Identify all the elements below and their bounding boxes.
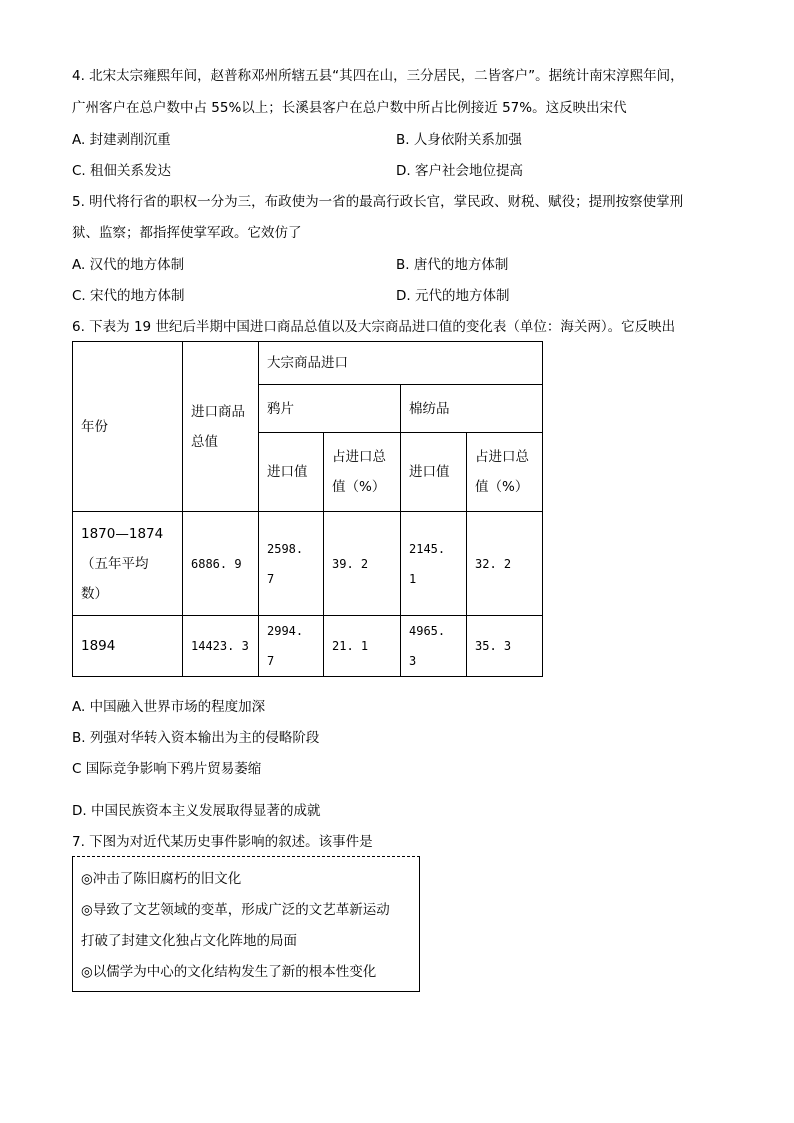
table-row — [73, 512, 543, 616]
q4-option-b: B. 人身依附关系加强 — [396, 132, 522, 148]
q5-option-b: B. 唐代的地方体制 — [396, 257, 509, 273]
header-bulk-goods: 大宗商品进口 — [259, 342, 543, 385]
cell-total: 6886. 9 — [183, 512, 259, 616]
header-year: 年份 — [73, 342, 183, 512]
q4-stem-line-1: 4. 北宋太宗雍熙年间，赵普称邓州所辖五县“其四在山，三分居民，二皆客户”。据统计南宋淳熙年间， — [72, 68, 684, 84]
header-cotton-share: 占进口总 值（%） — [467, 433, 543, 512]
cell-opium-share: 39. 2 — [324, 512, 401, 616]
q6-import-table — [72, 341, 543, 677]
q6-option-a: A. 中国融入世界市场的程度加深 — [72, 699, 266, 715]
q5-stem-line-1: 5. 明代将行省的职权一分为三，布政使为一省的最高行政长官，掌民政、财税、赋役；提刑按察使掌刑 — [72, 194, 684, 210]
q4-option-a: A. 封建剥削沉重 — [72, 132, 171, 148]
q5-stem-line-2: 狱、监察；都指挥使掌军政。它效仿了 — [72, 225, 302, 241]
cell-total: 14423. 3 — [183, 616, 259, 677]
cell-opium-share: 21. 1 — [324, 616, 401, 677]
q7-box-line: 打破了封建文化独占文化阵地的局面 — [81, 933, 297, 949]
q6-option-b: B. 列强对华转入资本输出为主的侵略阶段 — [72, 730, 320, 746]
q4-stem-line-2: 广州客户在总户数中占 55%以上；长溪县客户在总户数中所占比例接近 57%。这反映出宋代 — [72, 100, 627, 116]
cell-year: 1894 — [73, 616, 183, 677]
cell-opium-value: 2994. 7 — [259, 616, 324, 677]
header-cotton-import: 进口值 — [401, 433, 467, 512]
cell-cotton-share: 32. 2 — [467, 512, 543, 616]
q7-box-line: ◎导致了文艺领域的变革，形成广泛的文艺革新运动 — [81, 902, 390, 918]
cell-cotton-value: 4965. 3 — [401, 616, 467, 677]
q7-stem: 7. 下图为对近代某历史事件影响的叙述。该事件是 — [72, 834, 373, 850]
header-opium-share: 占进口总 值（%） — [324, 433, 401, 512]
cell-cotton-value: 2145. 1 — [401, 512, 467, 616]
cell-opium-value: 2598. 7 — [259, 512, 324, 616]
header-total: 进口商品 总值 — [183, 342, 259, 512]
header-cotton: 棉纺品 — [401, 385, 543, 433]
q7-description-box — [72, 856, 420, 992]
header-opium: 鸦片 — [259, 385, 401, 433]
q6-option-c: C 国际竞争影响下鸦片贸易萎缩 — [72, 761, 262, 777]
q7-box-line: ◎冲击了陈旧腐朽的旧文化 — [81, 871, 242, 887]
q6-stem: 6. 下表为 19 世纪后半期中国进口商品总值以及大宗商品进口值的变化表（单位：海关两）。它反映出 — [72, 319, 676, 335]
q5-option-d: D. 元代的地方体制 — [396, 288, 510, 304]
q5-option-a: A. 汉代的地方体制 — [72, 257, 185, 273]
q6-option-d: D. 中国民族资本主义发展取得显著的成就 — [72, 803, 321, 819]
q4-option-d: D. 客户社会地位提高 — [396, 163, 523, 179]
table-row — [73, 616, 543, 677]
cell-cotton-share: 35. 3 — [467, 616, 543, 677]
header-opium-import: 进口值 — [259, 433, 324, 512]
cell-year: 1870—1874 （五年平均 数） — [73, 512, 183, 616]
q4-option-c: C. 租佃关系发达 — [72, 163, 172, 179]
q7-box-line: ◎以儒学为中心的文化结构发生了新的根本性变化 — [81, 964, 377, 980]
q5-option-c: C. 宋代的地方体制 — [72, 288, 185, 304]
